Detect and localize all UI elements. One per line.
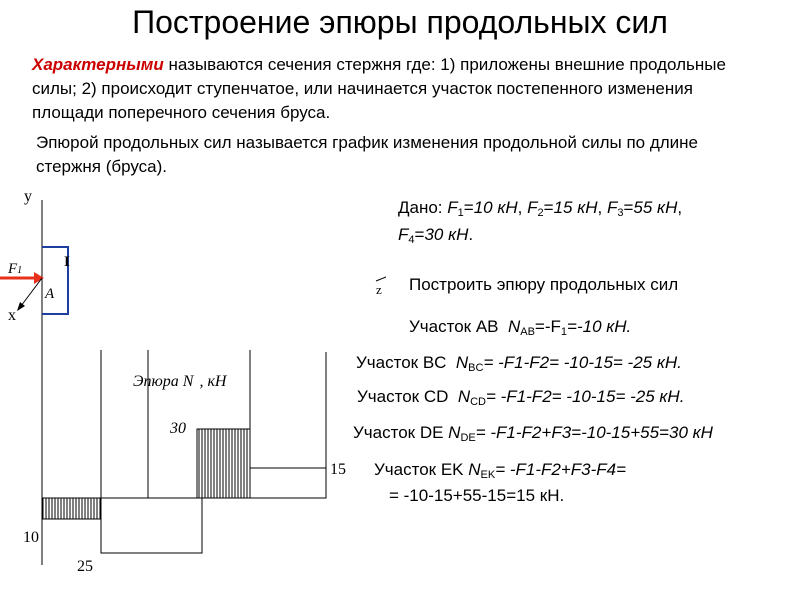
epure-bar-bc <box>101 498 202 553</box>
z-axis-icon <box>376 277 386 281</box>
epure-value-30: 30 <box>170 420 186 437</box>
section-bc: Участок BC $N_{BC}= -F1-F2= -10-15= -25$ кН. <box>356 353 682 374</box>
z-axis-label: z <box>376 282 382 297</box>
section-ab: Участок AB $N_{AB}=-F_1=-10$ кН. <box>409 317 632 338</box>
given-f3: 55 кН <box>633 198 678 217</box>
y-axis-label: y <box>24 188 32 205</box>
epure-value-25: 25 <box>77 558 93 575</box>
epure-bar-ab <box>42 498 101 519</box>
epure-bar-ek <box>250 468 326 498</box>
epure-value-15: 15 <box>330 461 346 478</box>
given-label: Дано: <box>398 198 448 217</box>
task-text: Построить эпюру продольных сил <box>409 275 679 294</box>
point-a-label: A <box>45 286 55 302</box>
section-cd: Участок CD $N_{CD}= -F1-F2= -10-15= -25$ кН. <box>357 387 685 408</box>
given-f2: 15 кН <box>553 198 598 217</box>
point-b-label: I <box>64 254 70 270</box>
given-line-1: Дано: $F_1=10$ кН, $F_2=15$ кН, $F_3=55$ кН, <box>398 198 683 219</box>
section-ek: Участок EK $N_{EK}= -F1-F2+F3-F4=$ <box>374 460 627 481</box>
page-title: Построение эпюры продольных сил <box>132 4 668 40</box>
definition-text: называются сечения стержня где: 1) приложены внешние продольные силы; 2) происходит ступенчатое, или начинается участок постепенного изменения площади поперечного сечения бруса. <box>32 55 726 122</box>
definition-term: Характерными <box>32 55 164 74</box>
epure-bar-de <box>197 429 250 498</box>
epure-definition: Эпюрой продольных сил называется график изменения продольной силы по длине стержня (бруса). <box>36 133 699 176</box>
given-line-2: $F_4=30$ кН. <box>398 225 474 246</box>
x-axis-label: x <box>8 307 16 324</box>
epure-title: Эпюра N , кН <box>133 373 227 390</box>
force-label: F1 <box>8 261 23 277</box>
epure-value-10: 10 <box>23 529 39 546</box>
section-ek-continued: = -10-15+55-15=15 кН. <box>389 486 565 505</box>
given-f4: 30 кН <box>424 225 469 244</box>
given-f1: 10 кН <box>473 198 518 217</box>
x-axis-arrowhead <box>17 302 25 311</box>
section-de: Участок DE $N_{DE}= -F1-F2+F3=-10-15+55=30$ кН <box>353 423 713 444</box>
